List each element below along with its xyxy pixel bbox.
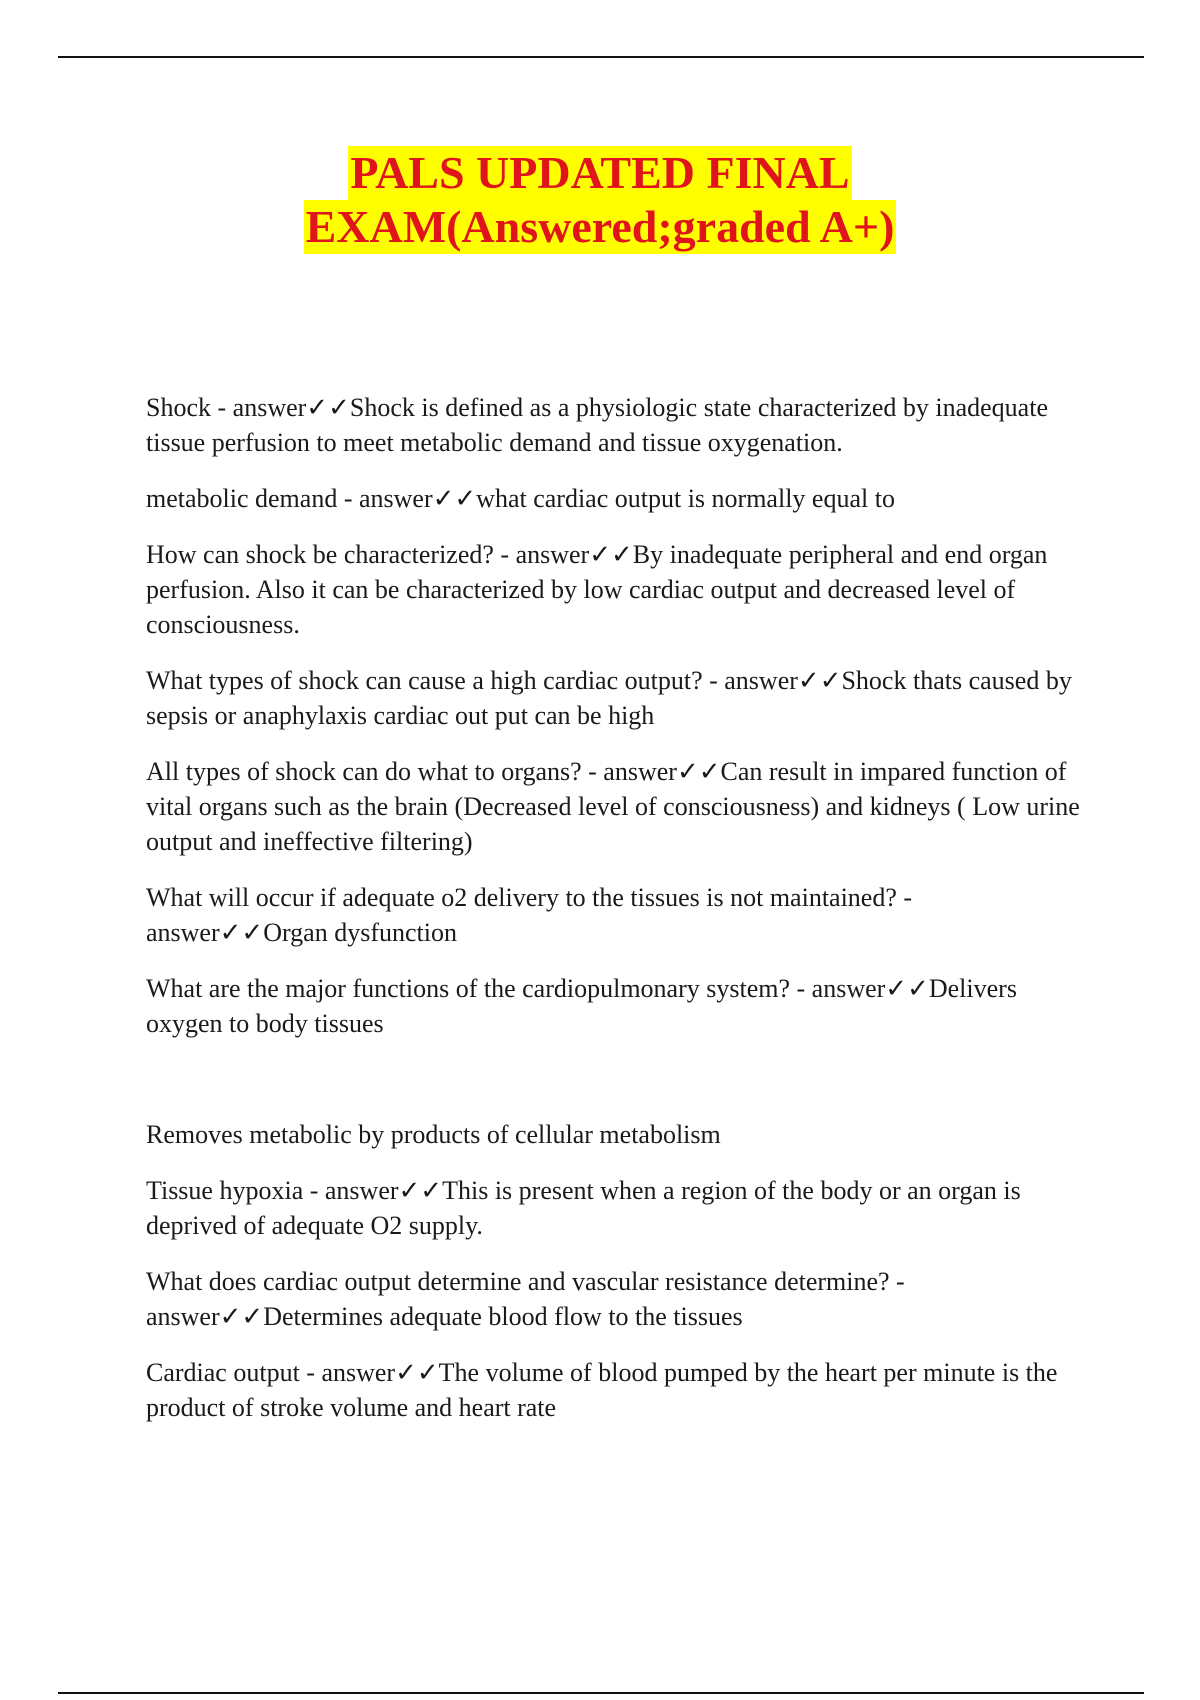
qa-entry-vascular-resistance: What does cardiac output determine and vascular resistance determine? - answer✓✓Determines adequate blood flow to the tissues — [146, 1267, 905, 1331]
qa-entry-tissue-hypoxia: Tissue hypoxia - answer✓✓This is present when a region of the body or an organ is deprived of adequate O2 supply. — [146, 1176, 1021, 1240]
qa-entry-shock: Shock - answer✓✓Shock is defined as a physiologic state characterized by inadequate tissue perfusion to meet metabolic demand and tissue oxygenation. — [146, 393, 1048, 457]
qa-entry-removes-byproducts: Removes metabolic by products of cellular metabolism — [146, 1120, 721, 1149]
qa-entry-organs: All types of shock can do what to organs? - answer✓✓Can result in impared function of vital organs such as the brain (Decreased level of consciousness) and kidneys ( Low urine output and ineffective filtering) — [146, 757, 1080, 856]
qa-list — [146, 390, 1096, 1446]
title-line-1: PALS UPDATED FINAL — [350, 147, 850, 198]
bottom-rule — [58, 1692, 1144, 1694]
qa-entry-shock-characterized: How can shock be characterized? - answer✓✓By inadequate peripheral and end organ perfusion. Also it can be characterized by low cardiac output and decreased level of consciousness. — [146, 540, 1048, 639]
qa-entry-o2-delivery: What will occur if adequate o2 delivery to the tissues is not maintained? - answer✓✓Organ dysfunction — [146, 883, 913, 947]
qa-entry-cardiopulmonary-functions: What are the major functions of the cardiopulmonary system? - answer✓✓Delivers oxygen to body tissues — [146, 974, 1017, 1038]
title-line-2: EXAM(Answered;graded A+) — [305, 201, 895, 252]
top-rule — [58, 56, 1144, 58]
qa-entry-high-cardiac-output: What types of shock can cause a high cardiac output? - answer✓✓Shock thats caused by sepsis or anaphylaxis cardiac out put can be high — [146, 666, 1072, 730]
qa-entry-metabolic-demand: metabolic demand - answer✓✓what cardiac output is normally equal to — [146, 484, 895, 513]
qa-entry-cardiac-output: Cardiac output - answer✓✓The volume of blood pumped by the heart per minute is the product of stroke volume and heart rate — [146, 1358, 1058, 1422]
document-title — [0, 146, 1200, 254]
